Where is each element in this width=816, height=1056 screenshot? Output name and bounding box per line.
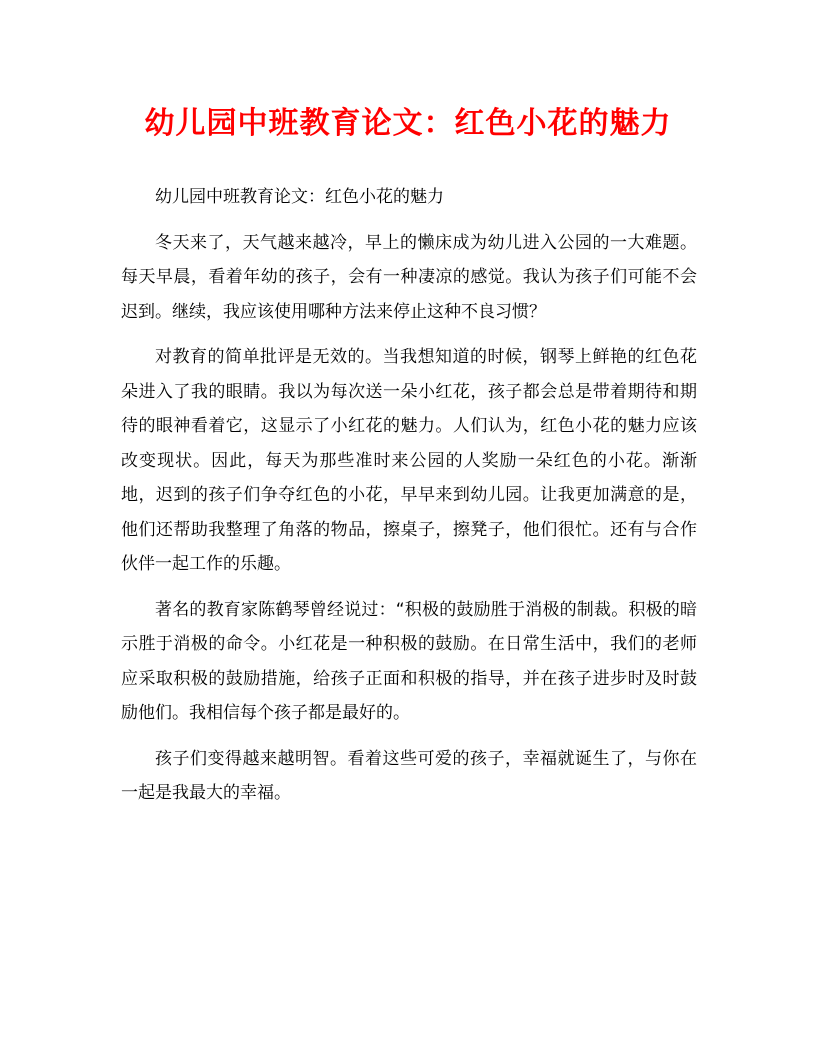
document-body [121, 180, 697, 822]
paragraph-3: 著名的教育家陈鹤琴曾经说过：“积极的鼓励胜于消极的制裁。积极的暗示胜于消极的命令。小红花是一种积极的鼓励。在日常生活中，我们的老师应采取积极的鼓励措施，给孩子正面和积极的指导，并在孩子进步时及时鼓励他们。我相信每个孩子都是最好的。 [121, 599, 697, 723]
paragraph-4: 孩子们变得越来越明智。看着这些可爱的孩子，幸福就诞生了，与你在一起是我最大的幸福。 [121, 748, 697, 803]
paragraph-2: 对教育的简单批评是无效的。当我想知道的时候，钢琴上鲜艳的红色花朵进入了我的眼睛。我以为每次送一朵小红花，孩子都会总是带着期待和期待的眼神看着它，这显示了小红花的魅力。人们认为，红色小花的魅力应该改变现状。因此，每天为那些准时来公园的人奖励一朵红色的小花。渐渐地，迟到的孩子们争夺红色的小花，早早来到幼儿园。让我更加满意的是，他们还帮助我整理了角落的物品，擦桌子，擦凳子，他们很忙。还有与合作伙伴一起工作的乐趣。 [121, 347, 697, 574]
paragraph-1: 冬天来了，天气越来越冷，早上的懒床成为幼儿进入公园的一大难题。每天早晨，看着年幼的孩子，会有一种凄凉的感觉。我认为孩子们可能不会迟到。继续，我应该使用哪种方法来停止这种不良习惯？ [121, 232, 697, 322]
paragraph-subtitle: 幼儿园中班教育论文：红色小花的魅力 [155, 187, 444, 207]
document-title: 幼儿园中班教育论文：红色小花的魅力 [144, 106, 672, 141]
